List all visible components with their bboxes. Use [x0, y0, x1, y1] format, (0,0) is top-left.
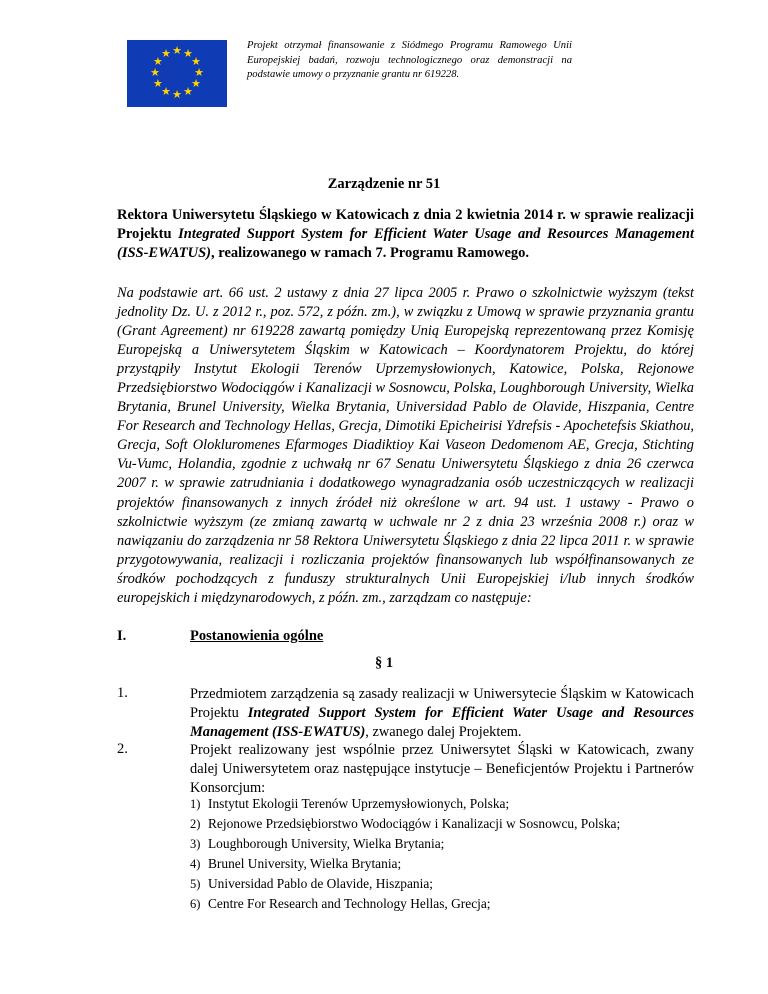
eu-star-icon: ★ [150, 67, 160, 79]
funding-note: Projekt otrzymał finansowanie z Siódmego Programu Ramowego Unii Europejskiej badań, rozwoju technologicznego oraz demonstracji na podstawie umowy o przyznanie grantu nr 619228. [247, 40, 572, 80]
paragraph-mark: § 1 [374, 655, 394, 671]
list-item-number: 5) [190, 877, 201, 892]
point-1-text-after: , zwanego dalej Projektem. [365, 724, 522, 740]
eu-star-icon: ★ [161, 86, 171, 99]
list-item-number: 2) [190, 817, 201, 832]
eu-flag-logo [127, 40, 227, 107]
heading-part1: Rektora Uniwersytetu Śląskiego w Katowicach z dnia 2 kwietnia 2014 r. w sprawie realizacji Projektu [117, 207, 694, 242]
list-item-number: 4) [190, 857, 201, 872]
eu-star-icon: ★ [153, 78, 163, 90]
section-number: I. [117, 628, 127, 644]
point-number: 2. [117, 741, 128, 757]
list-item-text: Centre For Research and Technology Hellas, Grecja; [208, 896, 491, 912]
document-heading [117, 206, 694, 263]
list-item-text: Loughborough University, Wielka Brytania; [208, 836, 445, 852]
heading-part2: , realizowanego w ramach 7. Programu Ramowego. [211, 245, 530, 261]
list-item-text: Rejonowe Przedsiębiorstwo Wodociągów i Kanalizacji w Sosnowcu, Polska; [208, 816, 621, 832]
point-number: 1. [117, 685, 128, 701]
document-title: Zarządzenie nr 51 [327, 176, 441, 192]
section-title: Postanowienia ogólne [190, 628, 324, 644]
list-item [190, 814, 620, 834]
point-text [190, 685, 694, 742]
list-item-number: 6) [190, 897, 201, 912]
eu-star-icon: ★ [191, 56, 201, 68]
point-text: Projekt realizowany jest wspólnie przez Uniwersytet Śląski w Katowicach, zwany dalej Uniwersytetem oraz następujące instytucje – Beneficjentów Projektu i Partnerów Konsorcjum: [190, 742, 694, 796]
eu-star-icon: ★ [172, 89, 182, 101]
eu-star-icon: ★ [194, 67, 204, 79]
list-item [190, 794, 620, 814]
partners-list [190, 794, 620, 915]
preamble-text: Na podstawie art. 66 ust. 2 ustawy z dnia 27 lipca 2005 r. Prawo o szkolnictwie wyższym (tekst jednolity Dz. U. z 2012 r., poz. 572, z późn. zm.), w związku z Umową w sprawie przyznania grantu (Grant Agreement) nr 619228 zawartą pomiędzy Unią Europejską reprezentowaną przez Komisję Europejską a Uniwersytetem Śląskim w Katowicach – Koordynatorem Projektu, do której przystąpiły Instytut Ekologii Terenów Uprzemysłowionych, Katowice, Polska, Rejonowe Przedsiębiorstwo Wodociągów i Kanalizacji w Sosnowcu, Polska, Loughborough University, Wielka Brytania, Brunel University, Wielka Brytania, Universidad Pablo de Olavide, Hiszpania, Centre For Research and Technology Hellas, Grecja, Dimotiki Epicheirisi Ydrefsis - Apochetefsis Skiathou, Grecja, Soft Oloklиromenes Efarmoges Diadiktioy Kai Vaseon Dedomenom AE, Grecja, Stichting Vu-Vumc, Holandia, zgodnie z uchwałą nr 67 Senatu Uniwersytetu Śląskiego z dnia 26 czerwca 2007 r. w sprawie zatrudniania i dodatkowego wynagradzania osób uczestniczących w realizacji projektów finansowanych z innych źródeł niż określone w art. 94 ust. 1 ustawy - Prawo o szkolnictwie wyższym (ze zmianą zawartą w uchwale nr 2 z dnia 23 września 2008 r.) oraz w nawiązaniu do zarządzenia nr 58 Rektora Uniwersytetu Śląskiego z dnia 22 lipca 2011 r. w sprawie przygotowywania, realizacji i rozliczania projektów finansowanych lub współfinansowanych ze środków pochodzących z funduszy strukturalnych Unii Europejskiej i/lub innych środków europejskich i międzynarodowych, z późn. zm., zarządzam co następuje: [117, 285, 694, 606]
eu-star-icon: ★ [183, 47, 193, 60]
list-item-number: 1) [190, 797, 201, 811]
point-1-text-before: Przedmiotem zarządzenia są zasady realizacji w Uniwersytecie Śląskim w Katowicach Projektu [190, 686, 694, 721]
list-item-text: Instytut Ekologii Terenów Uprzemysłowionych, Polska; [208, 796, 510, 811]
point-1-project-name: Integrated Support System for Efficient Water Usage and Resources Management (ISS-EWATUS) [190, 705, 694, 740]
list-item-number: 3) [190, 837, 201, 852]
list-item [190, 894, 620, 914]
list-item-text: Brunel University, Wielka Brytania; [208, 856, 402, 872]
eu-star-icon: ★ [191, 78, 201, 90]
list-item [190, 854, 620, 874]
eu-star-icon: ★ [183, 86, 193, 99]
eu-star-icon: ★ [161, 47, 171, 60]
heading-project-name: Integrated Support System for Efficient Water Usage and Resources Management (ISS-EWATUS) [117, 226, 694, 261]
eu-star-icon: ★ [172, 45, 182, 57]
eu-star-icon: ★ [153, 56, 163, 68]
list-item [190, 834, 620, 854]
list-item [190, 874, 620, 894]
list-item-text: Universidad Pablo de Olavide, Hiszpania; [208, 876, 433, 892]
